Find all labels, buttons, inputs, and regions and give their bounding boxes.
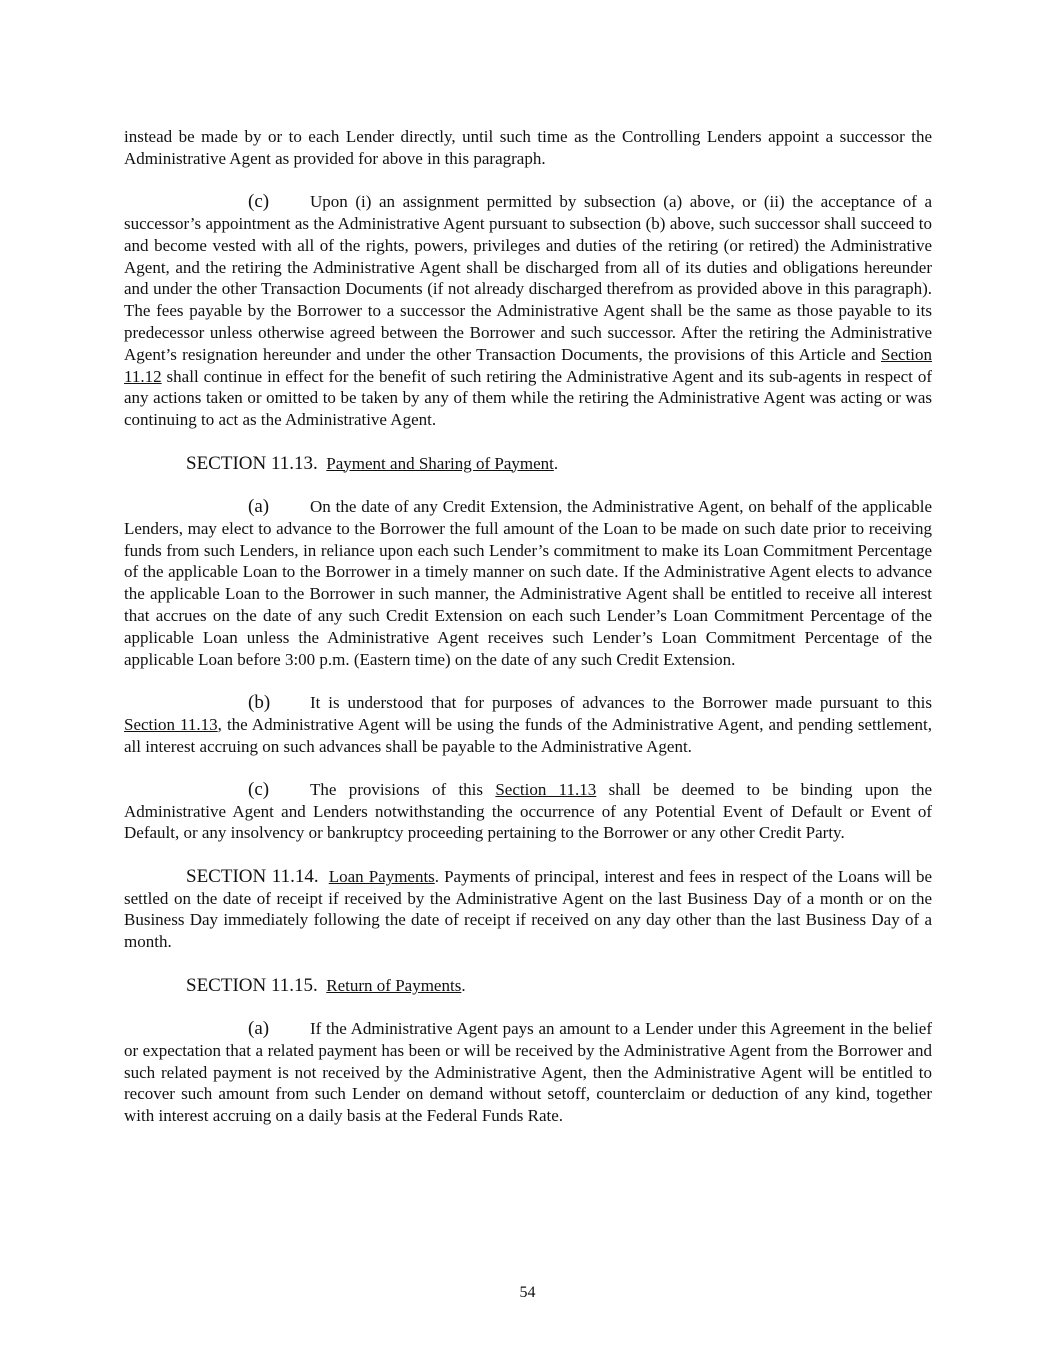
paragraph-text: Upon (i) an assignment permitted by subsection (a) above, or (ii) the acceptance of a successor’s appointment as the Administrative Agent pursuant to subsection (b) above, such successor shall succeed to and become vested with all of the rights, powers, privileges and duties of the retiring (or retired) the Administrative Agent, and the retiring the Administrative Agent shall be discharged from all of its duties and obligations hereunder and under the other Transaction Documents (if not already discharged therefrom as provided above in this paragraph). The fees payable by the Borrower to a successor the Administrative Agent shall be the same as those payable to its predecessor unless otherwise agreed between the Borrower and such successor. After the retiring the Administrative Agent’s resignation hereunder and under the other Transaction Documents, the provisions of this Article and <box>124 192 932 364</box>
paragraph-label: (b) <box>248 691 271 713</box>
document-body <box>124 126 932 1149</box>
section-number: SECTION 11.13. <box>186 452 318 474</box>
paragraph-11-13-b <box>124 692 932 757</box>
section-11-14 <box>124 866 932 953</box>
paragraph-text: On the date of any Credit Extension, the Administrative Agent, on behalf of the applicable Lenders, may elect to advance to the Borrower the full amount of the Loan to be made on such date prior to receiving funds from such Lenders, in reliance upon each such Lender’s commitment to make its Loan Commitment Percentage of the applicable Loan to the Borrower in a timely manner on such date. If the Administrative Agent elects to advance the applicable Loan to the Borrower in such manner, the Administrative Agent shall be entitled to receive all interest that accrues on the date of any such Credit Extension on each such Lender’s Loan Commitment Percentage of the applicable Loan unless the Administrative Agent receives such Lender’s Loan Commitment Percentage of the applicable Loan before 3:00 p.m. (Eastern time) on the date of any such Credit Extension. <box>124 496 932 669</box>
section-heading-11-13 <box>124 453 932 475</box>
paragraph-label: (c) <box>248 778 270 800</box>
continuation-paragraph: instead be made by or to each Lender directly, until such time as the Controlling Lenders appoint a successor the Administrative Agent as provided for above in this paragraph. <box>124 127 932 168</box>
paragraph-label: (a) <box>248 1018 270 1040</box>
section-number: SECTION 11.14. <box>186 865 319 887</box>
section-text: . Payments of principal, interest and fees in respect of the Loans will be settled on the date of receipt if received by the Administrative Agent on the last Business Day of a month or on the Business Day immediately following the date of receipt if received on any day other than the last Business Day of a month. <box>124 866 932 952</box>
section-title: Payment and Sharing of Payment <box>326 453 554 473</box>
section-title-end: . <box>553 453 559 473</box>
paragraph-text: It is understood that for purposes of advances to the Borrower made pursuant to this <box>310 692 932 712</box>
paragraph-text: The provisions of this <box>310 779 496 799</box>
paragraph-text: If the Administrative Agent pays an amount to a Lender under this Agreement in the belief or expectation that a related payment has been or will be received by the Administrative Agent from the Borrower and such related payment is not received by the Administrative Agent, then the Administrative Agent will be entitled to recover such amount from such Lender on demand without setoff, counterclaim or deduction of any kind, together with interest accruing on a daily basis at the Federal Funds Rate. <box>124 1019 932 1126</box>
section-number: SECTION 11.15. <box>186 974 318 996</box>
paragraph-c-successor <box>124 191 932 431</box>
paragraph-11-13-a <box>124 496 932 670</box>
page-number: 54 <box>519 1284 536 1301</box>
paragraph-text: shall continue in effect for the benefit of such retiring the Administrative Agent and its sub-agents in respect of any actions taken or omitted to be taken by any of them while the retiring the Administrative Agent was acting or was continuing to act as the Administrative Agent. <box>124 366 932 430</box>
section-title: Return of Payments <box>326 975 462 995</box>
section-title: Loan Payments <box>328 866 435 886</box>
paragraph-label: (c) <box>248 191 270 213</box>
section-heading-11-15 <box>124 975 932 997</box>
paragraph-label: (a) <box>248 495 270 517</box>
paragraph-11-13-c <box>124 779 932 844</box>
section-reference: Section 11.13 <box>495 779 597 799</box>
section-reference: Section 11.12 <box>124 344 932 386</box>
section-reference: Section 11.13 <box>124 714 218 734</box>
paragraph-text: , the Administrative Agent will be using the funds of the Administrative Agent, and pending settlement, all interest accruing on such advances shall be payable to the Administrative Agent. <box>124 714 932 756</box>
paragraph-11-15-a <box>124 1018 932 1127</box>
section-title-end: . <box>461 975 466 995</box>
paragraph-text: shall be deemed to be binding upon the Administrative Agent and Lenders notwithstanding the occurrence of any Potential Event of Default or Event of Default, or any insolvency or bankruptcy proceeding pertaining to the Borrower or any other Credit Party. <box>124 779 932 843</box>
